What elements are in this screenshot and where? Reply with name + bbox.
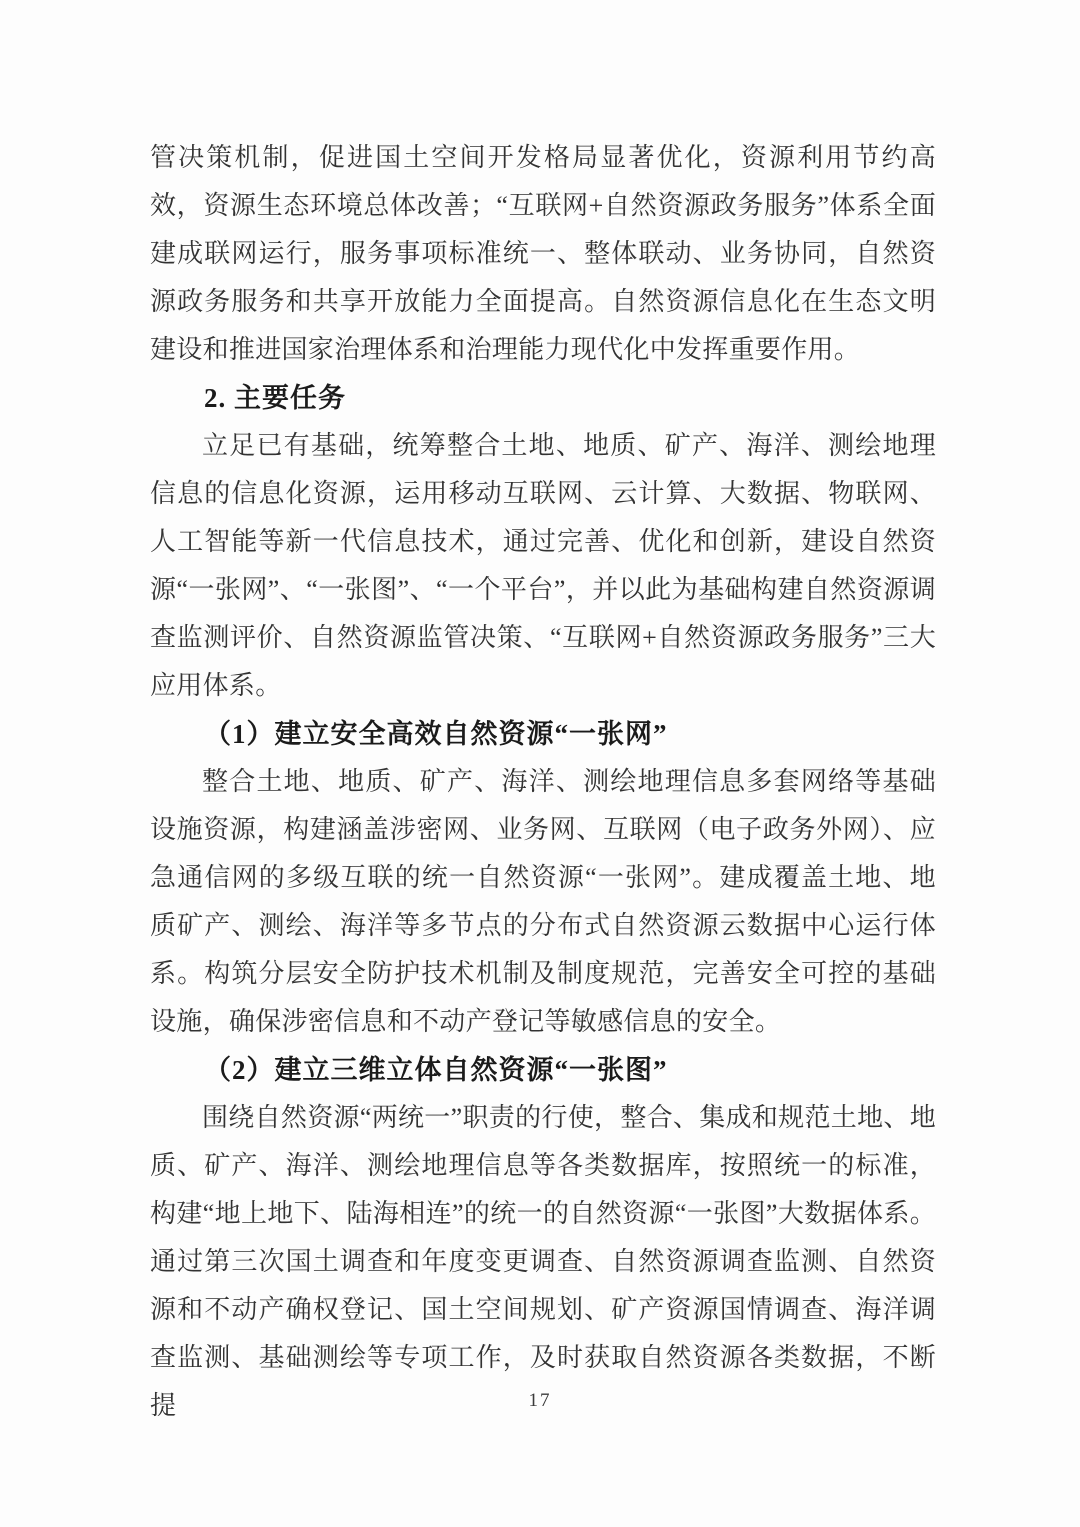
page-number: 17 — [528, 1390, 552, 1411]
paragraph-one-map: 围绕自然资源“两统一”职责的行使，整合、集成和规范土地、地质、矿产、海洋、测绘地理信息等各类数据库，按照统一的标准，构建“地上地下、陆海相连”的统一的自然资源“一张图”大数据体系。通过第三次国土调查和年度变更调查、自然资源调查监测、自然资源和不动产确权登记、国土空间规划、矿产资源国情调查、海洋调查监测、基础测绘等专项工作，及时获取自然资源各类数据，不断提 — [150, 1103, 936, 1420]
section-heading-main-tasks: 2. 主要任务 — [204, 383, 346, 413]
page-content — [150, 134, 936, 1430]
subsection-heading-one-map: （2）建立三维立体自然资源“一张图” — [204, 1055, 668, 1085]
paragraph-one-network: 整合土地、地质、矿产、海洋、测绘地理信息多套网络等基础设施资源，构建涵盖涉密网、业务网、互联网（电子政务外网）、应急通信网的多级互联的统一自然资源“一张网”。建成覆盖土地、地质矿产、测绘、海洋等多节点的分布式自然资源云数据中心运行体系。构筑分层安全防护技术机制及制度规范，完善安全可控的基础设施，确保涉密信息和不动产登记等敏感信息的安全。 — [150, 767, 936, 1036]
paragraph-main-tasks: 立足已有基础，统筹整合土地、地质、矿产、海洋、测绘地理信息的信息化资源，运用移动互联网、云计算、大数据、物联网、人工智能等新一代信息技术，通过完善、优化和创新，建设自然资源“一张网”、“一张图”、“一个平台”，并以此为基础构建自然资源调查监测评价、自然资源监管决策、“互联网+自然资源政务服务”三大应用体系。 — [150, 431, 936, 700]
subsection-heading-one-network: （1）建立安全高效自然资源“一张网” — [204, 719, 668, 749]
paragraph-intro-continuation: 管决策机制，促进国土空间开发格局显著优化，资源利用节约高效，资源生态环境总体改善；“互联网+自然资源政务服务”体系全面建成联网运行，服务事项标准统一、整体联动、业务协同，自然资源政务服务和共享开放能力全面提高。自然资源信息化在生态文明建设和推进国家治理体系和治理能力现代化中发挥重要作用。 — [150, 143, 936, 364]
